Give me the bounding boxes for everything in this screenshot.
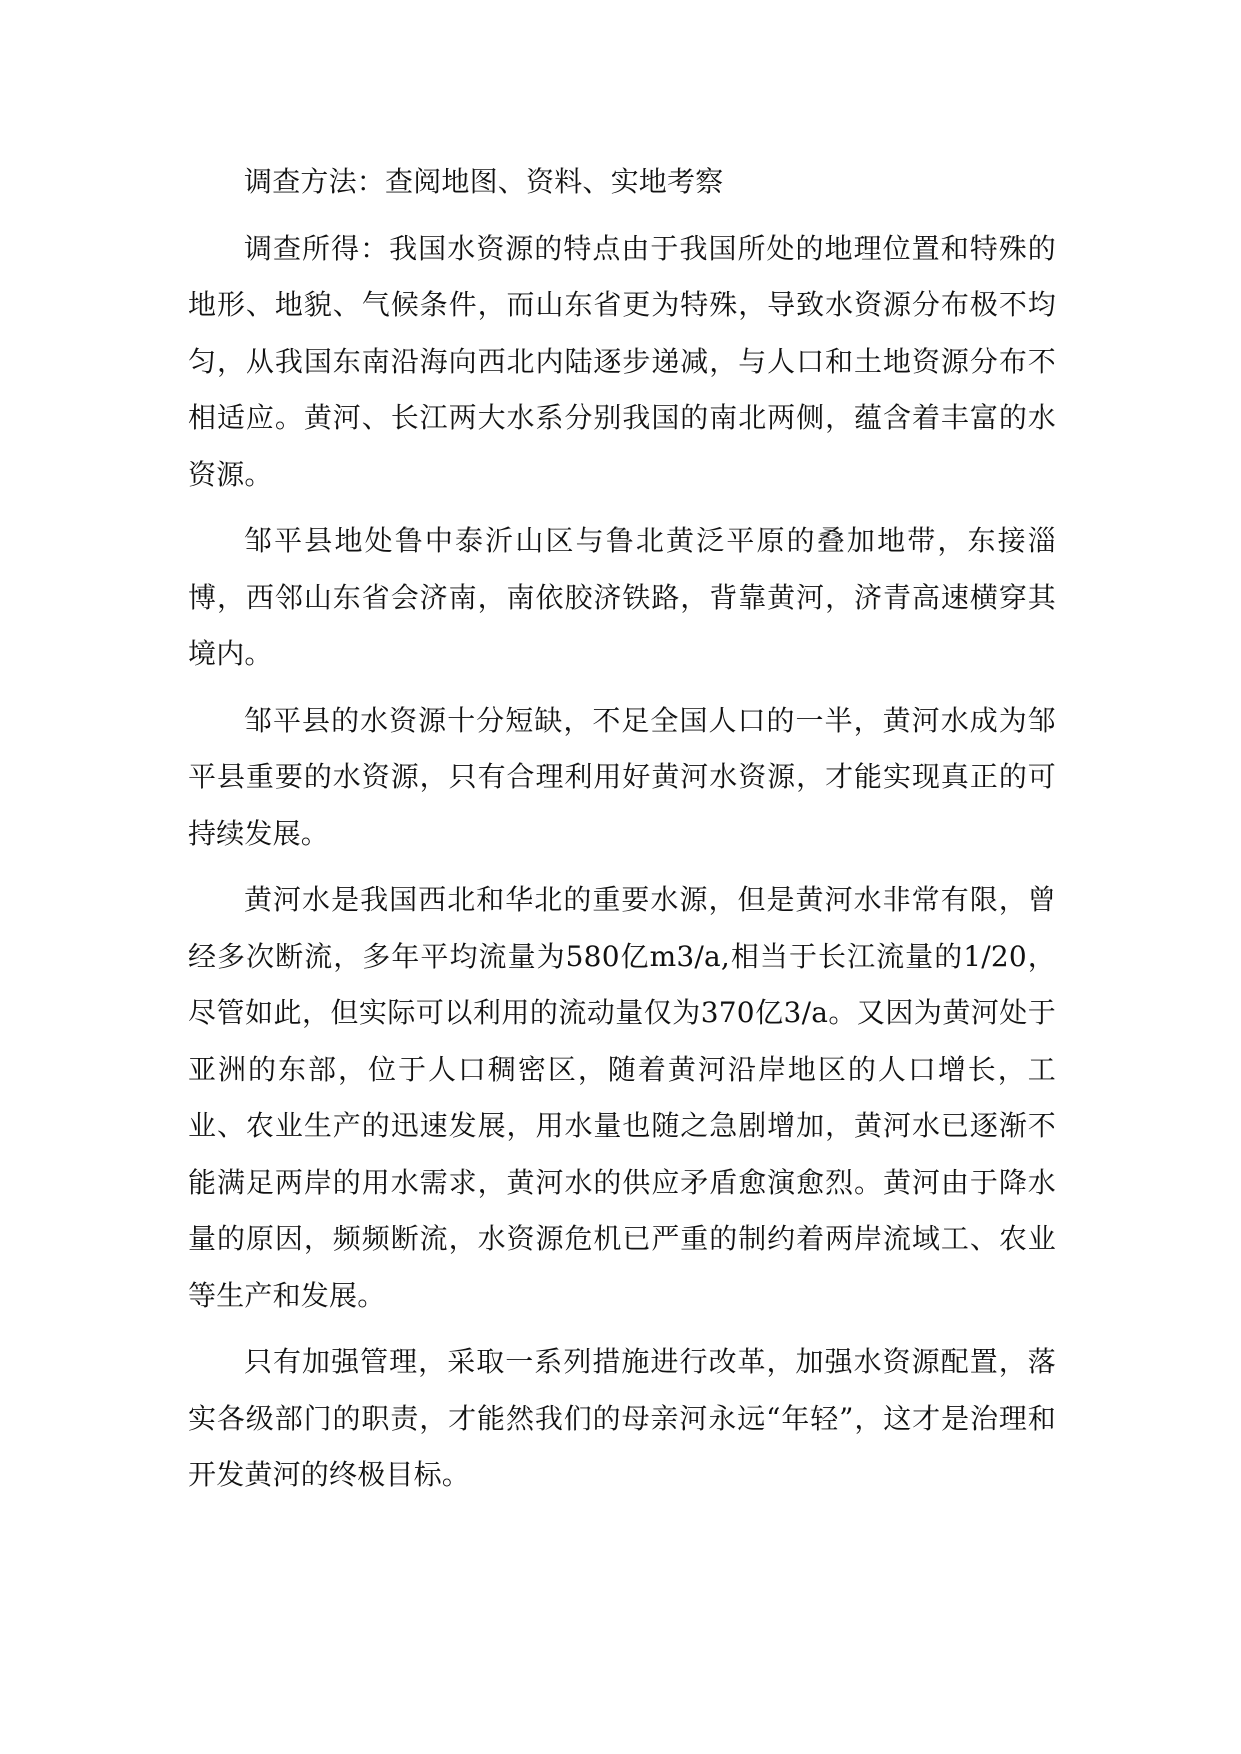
paragraph-management-goal: 只有加强管理，采取一系列措施进行改革，加强水资源配置，落实各级部门的职责，才能然我们的母亲河永远“年轻”，这才是治理和开发黄河的终极目标。 bbox=[188, 1345, 1056, 1491]
paragraph-survey-method: 调查方法：查阅地图、资料、实地考察 bbox=[244, 165, 724, 198]
paragraph-yellow-river-water: 黄河水是我国西北和华北的重要水源，但是黄河水非常有限，曾经多次断流，多年平均流量为580亿m3/a,相当于长江流量的1/20，尽管如此，但实际可以利用的流动量仅为370亿3/a。又因为黄河处于亚洲的东部，位于人口稠密区，随着黄河沿岸地区的人口增长，工业、农业生产的迅速发展，用水量也随之急剧增加，黄河水已逐渐不能满足两岸的用水需求，黄河水的供应矛盾愈演愈烈。黄河由于降水量的原因，频频断流，水资源危机已严重的制约着两岸流域工、农业等生产和发展。 bbox=[188, 883, 1056, 1312]
paragraph-zouping-water-shortage: 邹平县的水资源十分短缺，不足全国人口的一半，黄河水成为邹平县重要的水资源，只有合理利用好黄河水资源，才能实现真正的可持续发展。 bbox=[188, 703, 1056, 850]
document-body bbox=[188, 154, 1056, 1504]
paragraph-survey-findings: 调查所得：我国水资源的特点由于我国所处的地理位置和特殊的地形、地貌、气候条件，而山东省更为特殊，导致水资源分布极不均匀，从我国东南沿海向西北内陆逐步递减，与人口和土地资源分布不相适应。黄河、长江两大水系分别我国的南北两侧，蕴含着丰富的水资源。 bbox=[188, 231, 1056, 491]
paragraph-zouping-location: 邹平县地处鲁中泰沂山区与鲁北黄泛平原的叠加地带，东接淄博，西邻山东省会济南，南依胶济铁路，背靠黄河，济青高速横穿其境内。 bbox=[188, 524, 1056, 670]
